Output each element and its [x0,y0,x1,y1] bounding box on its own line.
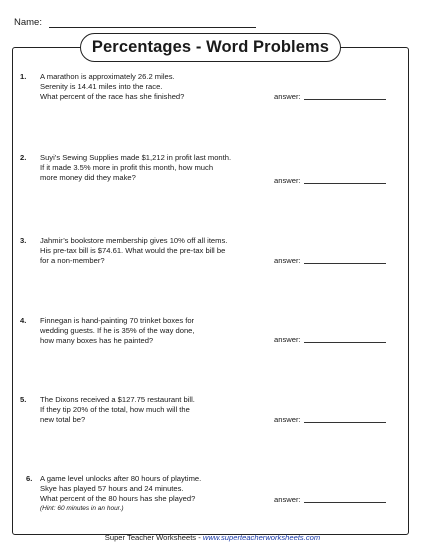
problem-line: Suyi’s Sewing Supplies made $1,212 in profit last month. [40,153,232,162]
answer-line[interactable] [304,422,386,423]
answer-label: answer: [274,335,301,344]
answer-line[interactable] [304,502,386,503]
problem-line: more money did they make? [40,173,136,183]
problem-line: wedding guests. If he is 35% of the way done, [40,326,195,336]
footer-separator: - [196,533,203,542]
problem-number: 4. [20,316,27,325]
problem-line: What percent of the race has she finished? [40,92,185,102]
problem-number: 3. [20,236,27,245]
problem-line: Finnegan is hand-painting 70 trinket boxes for [40,316,195,325]
problem-line: His pre-tax bill is $74.61. What would the pre-tax bill be [40,246,226,256]
problem-text [40,316,280,346]
name-label: Name: [14,17,42,28]
answer-field[interactable] [274,415,386,425]
answer-label: answer: [274,256,301,265]
problem-line: how many boxes has he painted? [40,336,154,346]
problem-text [40,236,280,266]
answer-label: answer: [274,92,301,101]
answer-line[interactable] [304,99,386,100]
answer-field[interactable] [274,495,386,505]
footer-url-link[interactable]: www.superteacherworksheets.com [202,533,321,542]
page-title: Percentages - Word Problems [91,38,330,56]
problem-line: The Dixons received a $127.75 restaurant bill. [40,395,195,404]
worksheet-frame [12,47,409,535]
problem-line: Jahmir’s bookstore membership gives 10% off all items. [40,236,228,245]
problem-line: A game level unlocks after 80 hours of playtime. [40,474,202,483]
footer [0,533,425,542]
problem-number: 2. [20,153,27,162]
problem-line: Serenity is 14.41 miles into the race. [40,82,163,92]
answer-label: answer: [274,415,301,424]
problem-line: Skye has played 57 hours and 24 minutes. [40,484,184,494]
problem-number: 1. [20,72,27,81]
answer-label: answer: [274,495,301,504]
problem-line: A marathon is approximately 26.2 miles. [40,72,175,81]
problem-line: new total be? [40,415,86,425]
problem-text [40,395,280,425]
problem-text [40,153,280,183]
problem-line: What percent of the 80 hours has she played? [40,494,196,504]
answer-field[interactable] [274,176,386,186]
answer-line[interactable] [304,342,386,343]
problem-line: If it made 3.5% more in profit this month, how much [40,163,214,173]
answer-field[interactable] [274,92,386,102]
problem-line: for a non-member? [40,256,105,266]
name-field-line[interactable] [49,27,256,28]
title-banner [80,33,341,62]
problem-line: If they tip 20% of the total, how much will the [40,405,190,415]
problem-number: 6. [26,474,33,483]
problem-number: 5. [20,395,27,404]
problem-text [40,474,280,514]
problem-text [40,72,280,102]
answer-line[interactable] [304,263,386,264]
answer-field[interactable] [274,335,386,345]
problem-hint: (Hint: 60 minutes in an hour.) [40,505,124,513]
answer-field[interactable] [274,256,386,266]
footer-brand: Super Teacher Worksheets [104,533,197,542]
answer-line[interactable] [304,183,386,184]
answer-label: answer: [274,176,301,185]
